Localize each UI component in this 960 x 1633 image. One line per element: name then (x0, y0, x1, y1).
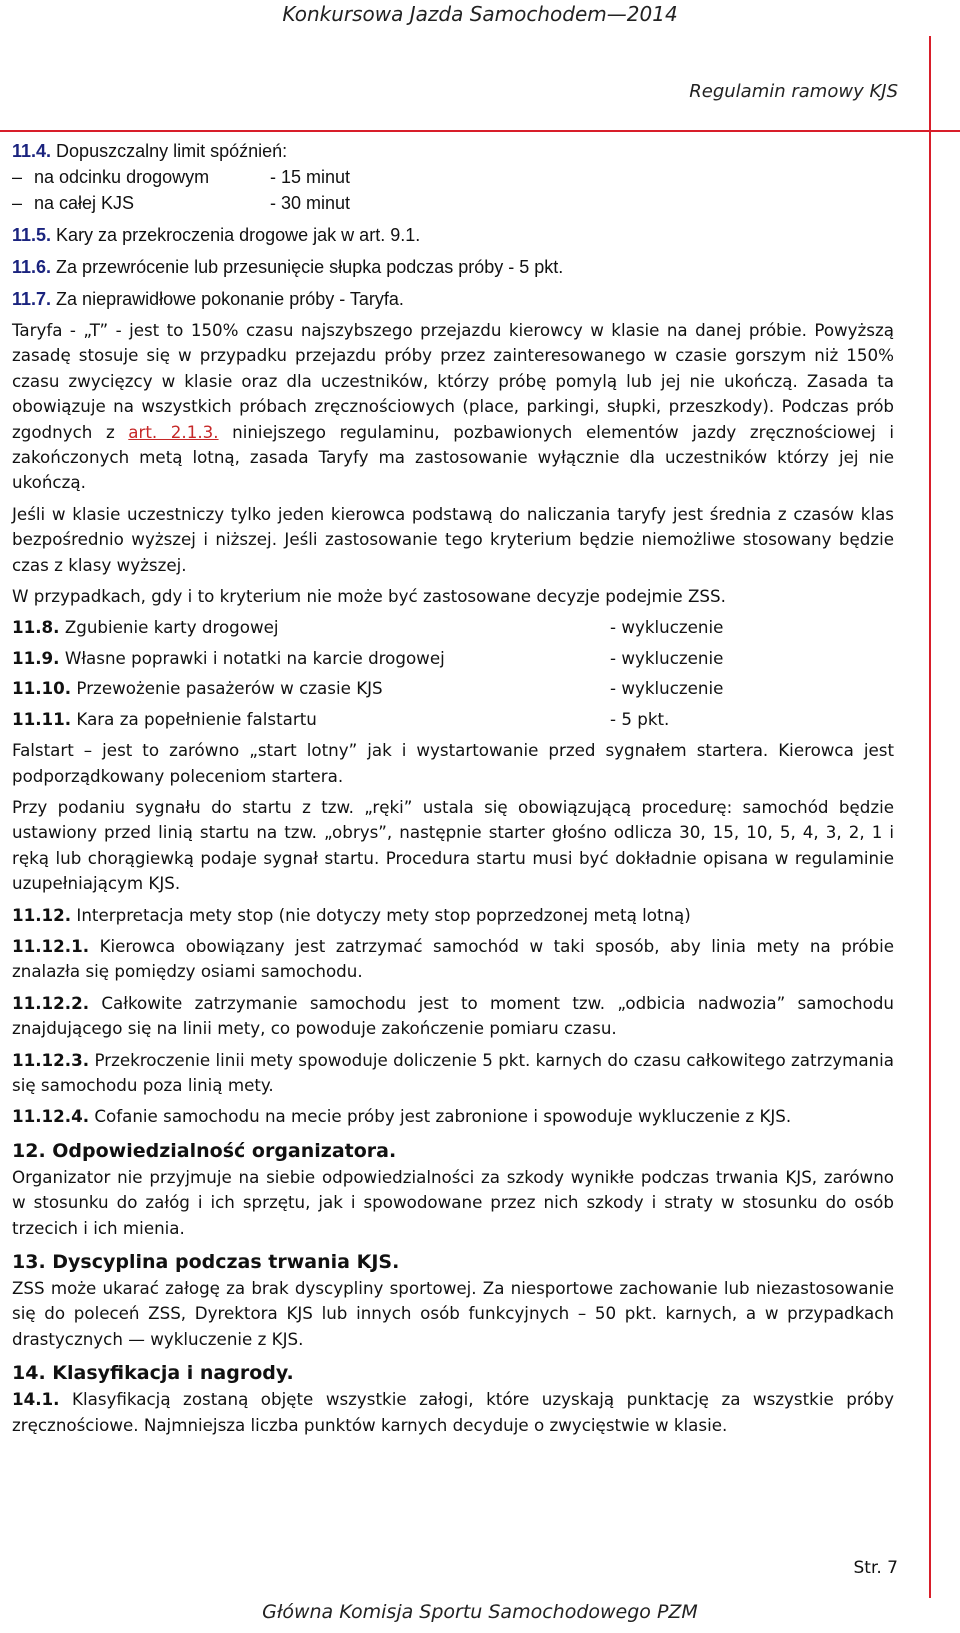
section-11-12-3: 11.12.3. Przekroczenie linii mety spowoduje doliczenie 5 pkt. karnych do czasu całkowitego zatrzymania się samochodu poza linią mety. (12, 1049, 894, 1095)
section-11-4: 11.4. Dopuszczalny limit spóźnień: (12, 141, 288, 161)
section-11-7: 11.7. Za nieprawidłowe pokonanie próby - Taryfa. (12, 289, 404, 309)
vertical-rule (929, 36, 931, 1598)
article-link[interactable]: art. 2.1.3. (128, 421, 219, 442)
section-13-heading: 13. Dyscyplina podczas trwania KJS. (12, 1251, 400, 1273)
limit-row: – na całej KJS - 30 minut (12, 193, 351, 213)
document-footer: Główna Komisja Sportu Samochodowego PZM (262, 1601, 698, 1623)
section-14-heading: 14. Klasyfikacja i nagrody. (12, 1362, 294, 1385)
section-12-text: Organizator nie przyjmuje na siebie odpowiedzialności za szkody wynikłe podczas trwania KJS, zarówno w stosunku do załóg i ich sprzętu, jak i spowodowane przez nich szkody i straty w stosunku do osób trzecich i ich mienia. (12, 1166, 894, 1238)
taryfa-fallback-paragraph: W przypadkach, gdy i to kryterium nie może być zastosowane decyzje podejmie ZSS. (12, 586, 726, 607)
section-11-12-4: 11.12.4. Cofanie samochodu na mecie próby jest zabronione i spowoduje wykluczenie z KJS. (12, 1106, 792, 1127)
section-11-main (12, 318, 894, 1438)
document-header-title: Konkursowa Jazda Samochodem—2014 (282, 2, 678, 26)
section-14-1: 14.1. Klasyfikacją zostaną objęte wszystkie załogi, które uzyskają punktację za wszystkie próby zręcznościowe. Najmniejsza liczba punktów karnych decyduje o zwycięstwie w klasie. (12, 1389, 894, 1435)
penalty-row: 11.9. Własne poprawki i notatki na karcie drogowej - wykluczenie (12, 647, 724, 668)
page-content (12, 138, 894, 1438)
section-11-top (12, 138, 894, 312)
section-11-6: 11.6. Za przewrócenie lub przesunięcie słupka podczas próby - 5 pkt. (12, 257, 564, 277)
falstart-paragraph: Falstart – jest to zarówno „start lotny” jak i wystartowanie przed sygnałem startera. Kierowca jest podporządkowany poleceniom startera. (12, 740, 894, 786)
page-number: Str. 7 (853, 1558, 898, 1578)
penalty-row: 11.8. Zgubienie karty drogowej - wykluczenie (12, 617, 724, 638)
horizontal-rule (0, 130, 960, 132)
section-13-text: ZSS może ukarać załogę za brak dyscypliny sportowej. Za niesportowe zachowanie lub niezastosowanie się do poleceń ZSS, Dyrektora KJS lub innych osób funkcyjnych – 50 pkt. karnych, a w przypadkach drastycznych — wykluczenie z KJS. (12, 1278, 894, 1349)
section-11-12-2: 11.12.2. Całkowite zatrzymanie samochodu jest to moment tzw. „odbicia nadwozia” samochodu znajdującego się na linii mety, co powoduje zakończenie pomiaru czasu. (12, 992, 894, 1039)
hand-start-paragraph: Przy podaniu sygnału do startu z tzw. „ręki” ustala się obowiązującą procedurę: samochód będzie ustawiony przed linią startu na tzw. „obrys”, następnie starter głośno odlicza 30, 15, 10, 5, 4, 3, 2, 1 i ręką lub chorągiewką podaje sygnał startu. Procedura startu musi być dokładnie opisana w regulaminie uzupełniającym KJS. (12, 796, 894, 894)
section-11-5: 11.5. Kary za przekroczenia drogowe jak w art. 9.1. (12, 225, 421, 245)
section-11-12: 11.12. Interpretacja mety stop (nie dotyczy mety stop poprzedzonej metą lotną) (12, 904, 691, 925)
document-header-subtitle: Regulamin ramowy KJS (689, 81, 898, 102)
taryfa-single-driver-paragraph: Jeśli w klasie uczestniczy tylko jeden kierowca podstawą do naliczania taryfy jest średnia z czasów klas bezpośrednio wyższej i niższej. Jeśli zastosowanie tego kryterium będzie niemożliwe stosowany będzie czas z klasy wyższej. (12, 503, 894, 575)
section-12-heading: 12. Odpowiedzialność organizatora. (12, 1139, 397, 1162)
penalty-list (12, 615, 894, 732)
limit-row: – na odcinku drogowym - 15 minut (12, 167, 351, 187)
penalty-row: 11.11. Kara za popełnienie falstartu - 5 pkt. (12, 708, 670, 729)
penalty-row: 11.10. Przewożenie pasażerów w czasie KJS - wykluczenie (12, 678, 724, 699)
taryfa-paragraph: Taryfa - „T” - jest to 150% czasu najszybszego przejazdu kierowcy w klasie na danej próbie. Powyższą zasadę stosuje się w przypadku przejazdu próby przez zainteresowanego w czasie gorszym niż 150% czasu zwycięzcy w klasie oraz dla uczestników, którzy próbę pomylą lub jej nie ukończą. Zasada ta obowiązuje na wszystkich próbach zręcznościowych (place, parkingi, słupki, przeszkody). Podczas prób zgodnych z art. 2.1.3. niniejszego regulaminu, pozbawionych elementów jazdy zręcznościowej i zakończonych metą lotną, zasada Taryfy ma zastosowanie wyłącznie dla uczestników którzy jej nie ukończą. (12, 320, 894, 493)
section-11-12-1: 11.12.1. Kierowca obowiązany jest zatrzymać samochód w taki sposób, aby linia mety na próbie znalazła się pomiędzy osiami samochodu. (12, 935, 894, 982)
